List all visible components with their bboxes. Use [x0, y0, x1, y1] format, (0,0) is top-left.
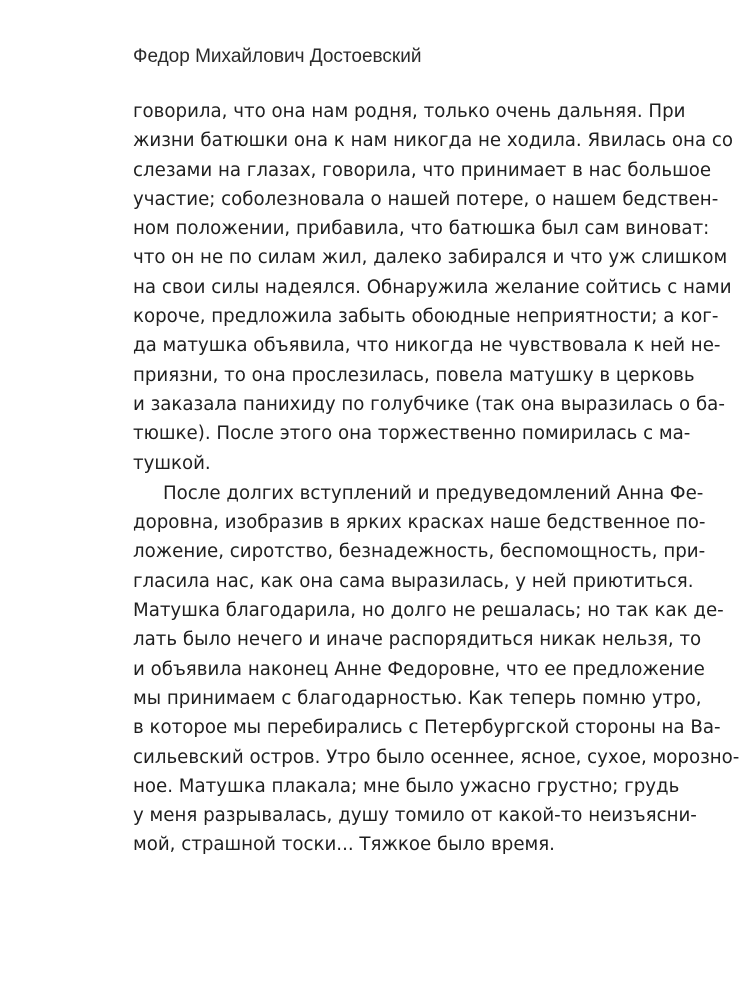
text-line: что он не по силам жил, далеко забирался и что уж слишком [133, 247, 728, 269]
text-line: в которое мы перебирались с Петербургской стороны на Ва- [133, 717, 721, 739]
text-line: лать было нечего и иначе распорядиться никак нельзя, то [133, 629, 702, 651]
text-line: на свои силы надеялся. Обнаружила желание сойтись с нами [133, 276, 732, 298]
text-line: участие; соболезновала о нашей потере, о нашем бедствен- [133, 188, 719, 210]
text-line: приязни, то она прослезилась, повела матушку в церковь [133, 364, 695, 386]
paragraph [133, 479, 740, 860]
text-line: жизни батюшки она к нам никогда не ходила. Явилась она со [133, 130, 733, 152]
text-line: сильевский остров. Утро было осеннее, ясное, сухое, морозно- [133, 746, 740, 768]
text-line: слезами на глазах, говорила, что принимает в нас большое [133, 159, 712, 181]
text-line: доровна, изобразив в ярких красках наше бедственное по- [133, 512, 706, 534]
text-line: тюшке). После этого она торжественно помирилась с ма- [133, 423, 691, 445]
text-line: мы принимаем с благодарностью. Как теперь помню утро, [133, 687, 702, 709]
text-line: говорила, что она нам родня, только очень дальняя. При [133, 101, 686, 122]
text-line: да матушка объявила, что никогда не чувствовала к ней не- [133, 335, 721, 357]
text-line: и объявила наконец Анне Федоровне, что ее предложение [133, 658, 705, 680]
text-line: Матушка благодарила, но долго не решалась; но так как де- [133, 600, 724, 622]
text-line: и заказала панихиду по голубчике (так она выразилась о ба- [133, 393, 725, 415]
text-line: гласила нас, как она сама выразилась, у ней приютиться. [133, 570, 694, 592]
text-line: у меня разрывалась, душу томило от какой-то неизъясни- [133, 805, 697, 827]
paragraph [133, 97, 733, 478]
text-line: ложение, сиротство, безнадежность, беспомощность, при- [133, 541, 706, 563]
text-line: После долгих вступлений и предуведомлений Анна Фе- [163, 482, 704, 504]
text-line: ном положении, прибавила, что батюшка был сам виноват: [133, 218, 710, 240]
text-line: короче, предложила забыть обоюдные неприятности; а ког- [133, 306, 719, 328]
text-line: мой, страшной тоски... Тяжкое было время. [133, 834, 555, 856]
text-line: ное. Матушка плакала; мне было ужасно грустно; грудь [133, 775, 680, 797]
text-line: тушкой. [133, 452, 211, 474]
running-head-author: Федор Михайлович Достоевский [133, 46, 422, 67]
body-text [133, 97, 740, 860]
